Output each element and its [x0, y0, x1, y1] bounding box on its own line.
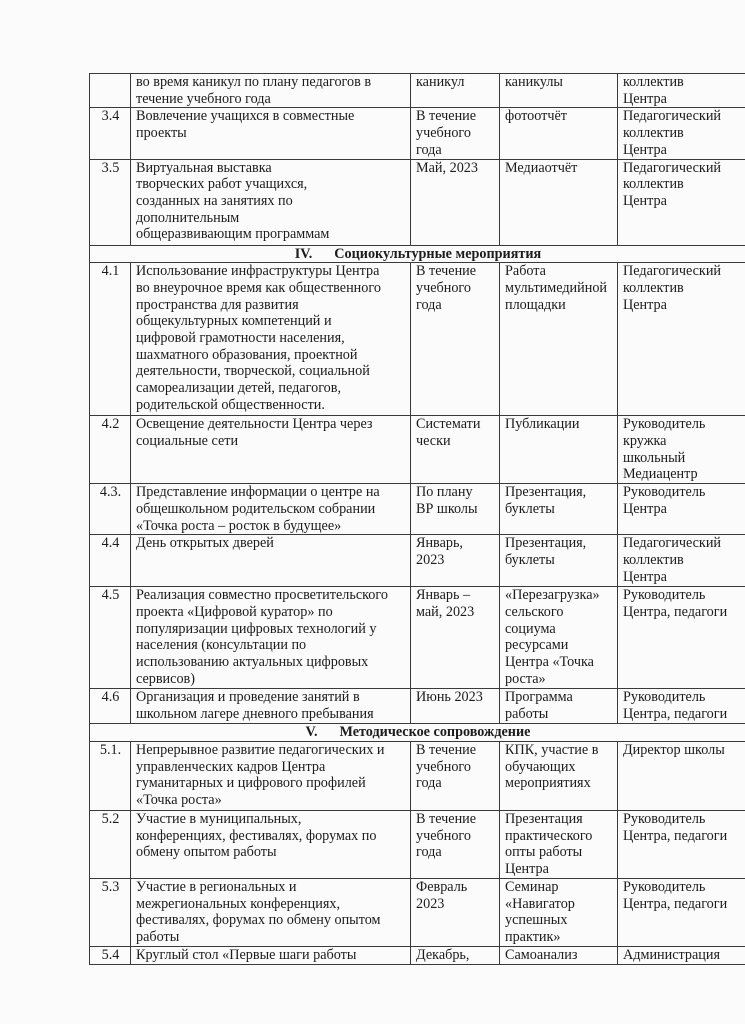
item-number: 4.2 — [90, 416, 131, 484]
item-number: 4.5 — [90, 587, 131, 689]
cell-text-line: Директор школы — [623, 742, 725, 759]
cell-text-line: Май, 2023 — [416, 159, 478, 176]
cell-text-line: Центра, педагоги — [623, 706, 728, 723]
cell-text-line: Руководитель — [623, 587, 706, 604]
table-row — [90, 689, 745, 724]
cell-text-line: КПК, участие в — [505, 742, 599, 759]
cell-text-line: Январь – — [416, 587, 471, 604]
cell-text-line: площадки — [505, 296, 566, 313]
section-header-row — [90, 724, 745, 742]
table-row — [90, 947, 745, 965]
cell-text-line: учебного — [416, 125, 471, 142]
item-number: 4.1 — [90, 263, 131, 416]
result-cell — [500, 484, 618, 535]
cell-text-line: сельского — [505, 604, 564, 621]
cell-text-line: Виртуальная выставка — [136, 159, 272, 176]
cell-text-line: каникулы — [505, 74, 563, 90]
cell-text-line: Презентация, — [505, 484, 587, 501]
cell-text-line: года — [416, 141, 442, 158]
responsible-cell — [618, 742, 745, 811]
cell-text-line: Презентация, — [505, 535, 587, 552]
cell-text-line: фотоотчёт — [505, 108, 567, 125]
cell-text-line: коллектив — [623, 125, 684, 142]
cell-text-line: проекта «Цифровой куратор» по — [136, 604, 333, 621]
cell-text-line: Центра «Точка — [505, 654, 594, 671]
cell-text-line: мероприятиях — [505, 775, 591, 792]
item-number: 3.5 — [90, 159, 131, 245]
item-number: 5.1. — [90, 742, 131, 811]
responsible-cell — [618, 811, 745, 879]
item-number — [90, 74, 131, 108]
cell-text-line: В течение — [416, 811, 477, 828]
cell-text-line: Центра — [623, 90, 667, 107]
cell-text-line: «Навигатор — [505, 895, 575, 912]
section-title: Методическое сопровождение — [339, 724, 531, 741]
cell-text-line: Центра — [623, 296, 667, 313]
cell-text-line: В течение — [416, 263, 477, 280]
cell-text-line: родительской общественности. — [136, 396, 325, 413]
cell-text-line: Декабрь, — [416, 947, 470, 964]
cell-text-line: практик» — [505, 929, 561, 946]
responsible-cell — [618, 263, 745, 416]
cell-text-line: цифровой грамотности населения, — [136, 330, 345, 347]
cell-text-line: Руководитель — [623, 879, 706, 896]
cell-text-line: Участие в региональных и — [136, 879, 297, 896]
cell-text-line: деятельности, творческой, социальной — [136, 363, 370, 380]
cell-text-line: Педагогический — [623, 263, 722, 280]
cell-text-line: управленческих кадров Центра — [136, 758, 326, 775]
responsible-cell — [618, 689, 745, 724]
cell-text-line: Январь, — [416, 535, 463, 552]
cell-text-line: Круглый стол «Первые шаги работы — [136, 947, 357, 964]
cell-text-line: Реализация совместно просветительского — [136, 587, 388, 604]
cell-text-line: самореализации детей, педагогов, — [136, 380, 342, 397]
cell-text-line: шахматного образования, проектной — [136, 346, 358, 363]
cell-text-line: Центра — [623, 568, 667, 585]
cell-text-line: Системати — [416, 416, 481, 433]
event-cell — [131, 263, 411, 416]
cell-text-line: Февраль — [416, 879, 468, 896]
cell-text-line: года — [416, 844, 442, 861]
event-cell — [131, 811, 411, 879]
item-number: 4.6 — [90, 689, 131, 724]
cell-text-line: популяризации цифровых технологий у — [136, 620, 377, 637]
responsible-cell — [618, 416, 745, 484]
cell-text-line: В течение — [416, 742, 477, 759]
cell-text-line: «Точка роста» — [136, 792, 222, 809]
term-cell — [411, 742, 500, 811]
cell-text-line: Центра — [623, 141, 667, 158]
cell-text-line: каникул — [416, 74, 465, 90]
table-row — [90, 263, 745, 416]
term-cell — [411, 879, 500, 947]
responsible-cell — [618, 484, 745, 535]
result-cell — [500, 159, 618, 245]
responsible-cell — [618, 587, 745, 689]
table-row — [90, 879, 745, 947]
cell-text-line: «Точка роста – росток в будущее» — [136, 517, 342, 534]
term-cell — [411, 484, 500, 535]
cell-text-line: социальные сети — [136, 432, 239, 449]
cell-text-line: школьном лагере дневного пребывания — [136, 706, 374, 723]
cell-text-line: Центра — [505, 861, 549, 878]
responsible-cell — [618, 108, 745, 159]
cell-text-line: во время каникул по плану педагогов в — [136, 74, 372, 90]
cell-text-line: пространства для развития — [136, 296, 299, 313]
cell-text-line: Семинар — [505, 879, 559, 896]
result-cell — [500, 74, 618, 108]
cell-text-line: года — [416, 296, 442, 313]
result-cell — [500, 879, 618, 947]
item-number: 3.4 — [90, 108, 131, 159]
cell-text-line: Педагогический — [623, 108, 722, 125]
cell-text-line: коллектив — [623, 74, 684, 90]
event-cell — [131, 108, 411, 159]
table-row — [90, 108, 745, 159]
cell-text-line: созданных на занятиях по — [136, 192, 293, 209]
cell-text-line: Руководитель — [623, 484, 706, 501]
term-cell — [411, 263, 500, 416]
cell-text-line: кружка — [623, 432, 667, 449]
cell-text-line: социума — [505, 620, 556, 637]
event-cell — [131, 947, 411, 965]
cell-text-line: ресурсами — [505, 637, 569, 654]
cell-text-line: коллектив — [623, 176, 684, 193]
term-cell — [411, 108, 500, 159]
cell-text-line: Центра, педагоги — [623, 895, 728, 912]
item-number: 5.4 — [90, 947, 131, 965]
cell-text-line: буклеты — [505, 552, 555, 569]
section-header-row — [90, 245, 745, 263]
result-cell — [500, 416, 618, 484]
cell-text-line: Медиаотчёт — [505, 159, 578, 176]
cell-text-line: Центра — [623, 192, 667, 209]
term-cell — [411, 811, 500, 879]
cell-text-line: фестивалях, форумах по обмену опытом — [136, 912, 381, 929]
term-cell — [411, 74, 500, 108]
cell-text-line: во внеурочное время как общественного — [136, 279, 381, 296]
cell-text-line: Администрация — [623, 947, 720, 964]
cell-text-line: В течение — [416, 108, 477, 125]
cell-text-line: дополнительным — [136, 209, 240, 226]
term-cell — [411, 689, 500, 724]
cell-text-line: межрегиональных конференциях, — [136, 895, 340, 912]
cell-text-line: проекты — [136, 125, 187, 142]
cell-text-line: роста» — [505, 670, 546, 687]
event-cell — [131, 689, 411, 724]
cell-text-line: 2023 — [416, 552, 445, 569]
table-row — [90, 535, 745, 587]
item-number: 5.3 — [90, 879, 131, 947]
cell-text-line: опты работы — [505, 844, 583, 861]
item-number: 4.4 — [90, 535, 131, 587]
term-cell — [411, 159, 500, 245]
cell-text-line: учебного — [416, 279, 471, 296]
cell-text-line: чески — [416, 432, 451, 449]
cell-text-line: Работа — [505, 263, 546, 280]
cell-text-line: Публикации — [505, 416, 580, 433]
cell-text-line: Использование инфраструктуры Центра — [136, 263, 380, 280]
table-row — [90, 416, 745, 484]
term-cell — [411, 416, 500, 484]
cell-text-line: Презентация — [505, 811, 583, 828]
cell-text-line: обмену опытом работы — [136, 844, 277, 861]
responsible-cell — [618, 947, 745, 965]
cell-text-line: творческих работ учащихся, — [136, 176, 308, 193]
responsible-cell — [618, 535, 745, 587]
cell-text-line: общекультурных компетенций и — [136, 313, 332, 330]
table-row — [90, 159, 745, 245]
cell-text-line: ВР школы — [416, 500, 478, 517]
table-row — [90, 74, 745, 108]
result-cell — [500, 263, 618, 416]
cell-text-line: Программа — [505, 689, 573, 706]
event-cell — [131, 159, 411, 245]
section-header — [90, 245, 745, 263]
section-number: V. — [305, 724, 318, 741]
cell-text-line: Непрерывное развитие педагогических и — [136, 742, 385, 759]
result-cell — [500, 811, 618, 879]
cell-text-line: конференциях, фестивалях, форумах по — [136, 827, 377, 844]
cell-text-line: практического — [505, 827, 593, 844]
cell-text-line: Центра — [623, 500, 667, 517]
cell-text-line: Представление информации о центре на — [136, 484, 380, 501]
cell-text-line: использованию актуальных цифровых — [136, 654, 369, 671]
cell-text-line: коллектив — [623, 279, 684, 296]
cell-text-line: коллектив — [623, 552, 684, 569]
cell-text-line: Вовлечение учащихся в совместные — [136, 108, 355, 125]
cell-text-line: 2023 — [416, 895, 445, 912]
cell-text-line: учебного — [416, 827, 471, 844]
event-cell — [131, 742, 411, 811]
cell-text-line: учебного — [416, 758, 471, 775]
table-row — [90, 587, 745, 689]
activity-plan-table — [89, 73, 745, 965]
cell-text-line: работы — [505, 706, 549, 723]
cell-text-line: Руководитель — [623, 416, 706, 433]
cell-text-line: Освещение деятельности Центра через — [136, 416, 373, 433]
term-cell — [411, 947, 500, 965]
cell-text-line: общешкольном родительском собрании — [136, 500, 376, 517]
responsible-cell — [618, 74, 745, 108]
event-cell — [131, 587, 411, 689]
event-cell — [131, 535, 411, 587]
result-cell — [500, 535, 618, 587]
table-row — [90, 742, 745, 811]
cell-text-line: Центра, педагоги — [623, 604, 728, 621]
cell-text-line: общеразвивающим программам — [136, 226, 330, 243]
cell-text-line: По плану — [416, 484, 473, 501]
section-header — [90, 724, 745, 742]
cell-text-line: обучающих — [505, 758, 576, 775]
cell-text-line: Руководитель — [623, 811, 706, 828]
event-cell — [131, 484, 411, 535]
term-cell — [411, 535, 500, 587]
cell-text-line: буклеты — [505, 500, 555, 517]
term-cell — [411, 587, 500, 689]
table-row — [90, 484, 745, 535]
cell-text-line: Руководитель — [623, 689, 706, 706]
section-title: Социокультурные мероприятия — [334, 245, 542, 262]
cell-text-line: Медиацентр — [623, 466, 698, 483]
cell-text-line: мультимедийной — [505, 279, 608, 296]
cell-text-line: май, 2023 — [416, 604, 475, 621]
cell-text-line: Июнь 2023 — [416, 689, 483, 706]
result-cell — [500, 689, 618, 724]
cell-text-line: сервисов) — [136, 670, 195, 687]
cell-text-line: населения (консультации по — [136, 637, 307, 654]
cell-text-line: Организация и проведение занятий в — [136, 689, 360, 706]
result-cell — [500, 947, 618, 965]
result-cell — [500, 108, 618, 159]
cell-text-line: работы — [136, 929, 180, 946]
responsible-cell — [618, 879, 745, 947]
result-cell — [500, 587, 618, 689]
cell-text-line: Участие в муниципальных, — [136, 811, 302, 828]
cell-text-line: школьный — [623, 449, 686, 466]
cell-text-line: Педагогический — [623, 535, 722, 552]
event-cell — [131, 879, 411, 947]
result-cell — [500, 742, 618, 811]
event-cell — [131, 416, 411, 484]
cell-text-line: «Перезагрузка» — [505, 587, 600, 604]
cell-text-line: Центра, педагоги — [623, 827, 728, 844]
item-number: 4.3. — [90, 484, 131, 535]
cell-text-line: Педагогический — [623, 159, 722, 176]
cell-text-line: День открытых дверей — [136, 535, 274, 552]
event-cell — [131, 74, 411, 108]
cell-text-line: течение учебного года — [136, 90, 271, 107]
cell-text-line: гуманитарных и цифрового профилей — [136, 775, 366, 792]
cell-text-line: Самоанализ — [505, 947, 578, 964]
section-number: IV. — [294, 245, 313, 262]
item-number: 5.2 — [90, 811, 131, 879]
cell-text-line: года — [416, 775, 442, 792]
table-body — [90, 74, 745, 965]
cell-text-line: успешных — [505, 912, 568, 929]
responsible-cell — [618, 159, 745, 245]
table-row — [90, 811, 745, 879]
